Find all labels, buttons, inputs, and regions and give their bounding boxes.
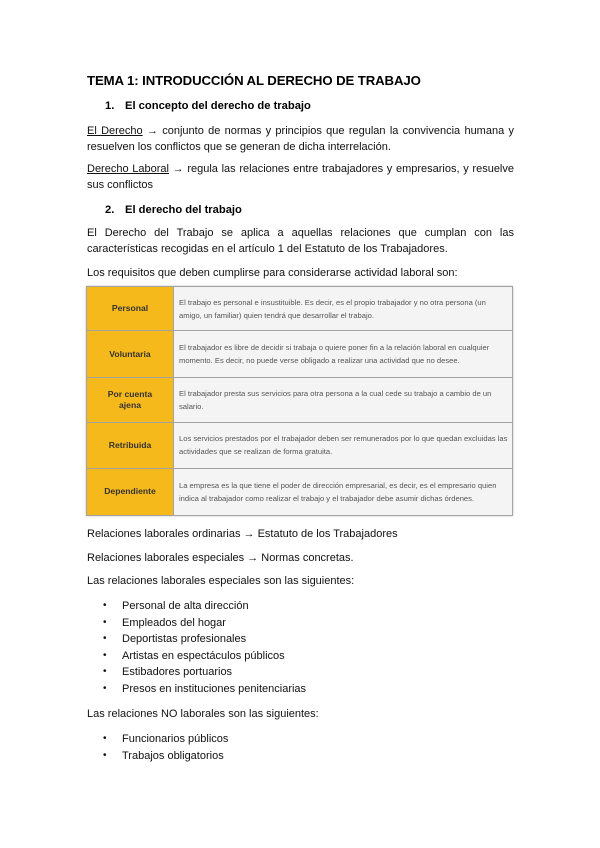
list-item-text: Funcionarios públicos [122, 733, 229, 745]
paragraph-derecho-trabajo: El Derecho del Trabajo se aplica a aquellas relaciones que cumplan con las características recogidas en el artículo 1 del Estatuto de los Trabajadores. [87, 227, 514, 255]
bullet-icon: • [103, 600, 107, 611]
list-item [103, 615, 306, 632]
list-item-text: Empleados del hogar [122, 616, 226, 629]
table-desc-cell: El trabajador presta sus servicios para otra persona a la cual cede su trabajo a cambio de un salario. [174, 378, 513, 422]
list-item [103, 598, 306, 615]
bullet-icon: • [103, 616, 107, 628]
section-2-title: El derecho del trabajo [125, 204, 242, 216]
list-item-text: Artistas en espectáculos públicos [122, 649, 285, 662]
paragraph-no-laborales-intro: Las relaciones NO laborales son las siguientes: [87, 708, 319, 720]
paragraph-derecho-laboral [87, 162, 514, 194]
list-item-text: Trabajos obligatorios [122, 749, 224, 762]
list-item [103, 664, 306, 681]
section-2-number: 2. [105, 204, 115, 216]
paragraph-especiales-intro: Las relaciones laborales especiales son las siguientes: [87, 575, 355, 587]
table-row [87, 378, 513, 422]
term-derecho: El Derecho [87, 125, 143, 137]
list-item-text: Presos en instituciones penitenciarias [122, 682, 307, 695]
paragraph-ordinarias: Relaciones laborales ordinarias → Estatuto de los Trabajadores [87, 528, 398, 540]
section-1-heading [105, 100, 311, 112]
list-item-text: Deportistas profesionales [122, 633, 247, 645]
table-desc-cell: La empresa es la que tiene el poder de dirección empresarial, es decir, es el empresario quien indica al trabajador como realizar el trabajo y el trabajador debe asumir dichas órdenes. [174, 468, 513, 515]
bullet-icon: • [103, 649, 107, 661]
bullet-icon: • [103, 682, 107, 694]
bullet-icon: • [103, 733, 107, 744]
requisitos-table [86, 286, 513, 516]
table-desc-cell: Los servicios prestados por el trabajador deben ser remunerados por lo que quedan excluidas las actividades que se realizan de forma gratuita. [174, 422, 513, 468]
bullet-icon: • [103, 633, 107, 644]
page-title: TEMA 1: INTRODUCCIÓN AL DERECHO DE TRABAJO [87, 73, 421, 88]
table-row [87, 331, 513, 378]
list-item [103, 648, 306, 665]
list-item-text: Personal de alta dirección [122, 600, 249, 612]
list-item-text: Estibadores portuarios [122, 666, 233, 678]
definition-derecho-laboral: → regula las relaciones entre trabajadores y empresarios, y resuelve sus conflictos [87, 163, 514, 191]
list-item [103, 681, 306, 698]
table-key-cell: Por cuenta ajena [87, 378, 174, 422]
bullet-icon: • [103, 749, 107, 761]
table-key-cell: Voluntaria [87, 331, 174, 378]
table-key-cell: Retribuida [87, 422, 174, 468]
definition-derecho: → conjunto de normas y principios que regulan la convivencia humana y resuelven los conflictos que se generan de dicha interrelación. [87, 125, 514, 153]
paragraph-derecho [87, 124, 514, 156]
table-desc-cell: El trabajo es personal e insustituible. Es decir, es el propio trabajador y no otra persona (un amigo, un familiar) quien tendrá que desarrollar el trabajo. [174, 287, 513, 331]
list-item [103, 748, 228, 765]
paragraph-especiales: Relaciones laborales especiales → Normas concretas. [87, 552, 354, 564]
table-row [87, 422, 513, 468]
especiales-list [103, 598, 306, 697]
table-row [87, 287, 513, 331]
paragraph-requisitos: Los requisitos que deben cumplirse para considerarse actividad laboral son: [87, 267, 458, 279]
term-derecho-laboral: Derecho Laboral [87, 163, 169, 175]
table-row [87, 468, 513, 515]
bullet-icon: • [103, 666, 107, 677]
no-laborales-list [103, 731, 228, 764]
table-key-cell: Dependiente [87, 468, 174, 515]
section-2-heading [105, 204, 242, 216]
section-1-number: 1. [105, 100, 115, 112]
table-desc-cell: El trabajador es libre de decidir si trabaja o quiere poner fin a la relación laboral en cualquier momento. Es decir, no puede verse obligado a realizar una actividad que no desee. [174, 331, 513, 378]
list-item [103, 731, 228, 748]
list-item [103, 631, 306, 648]
section-1-title: El concepto del derecho de trabajo [125, 100, 311, 112]
table-key-cell: Personal [87, 287, 174, 331]
